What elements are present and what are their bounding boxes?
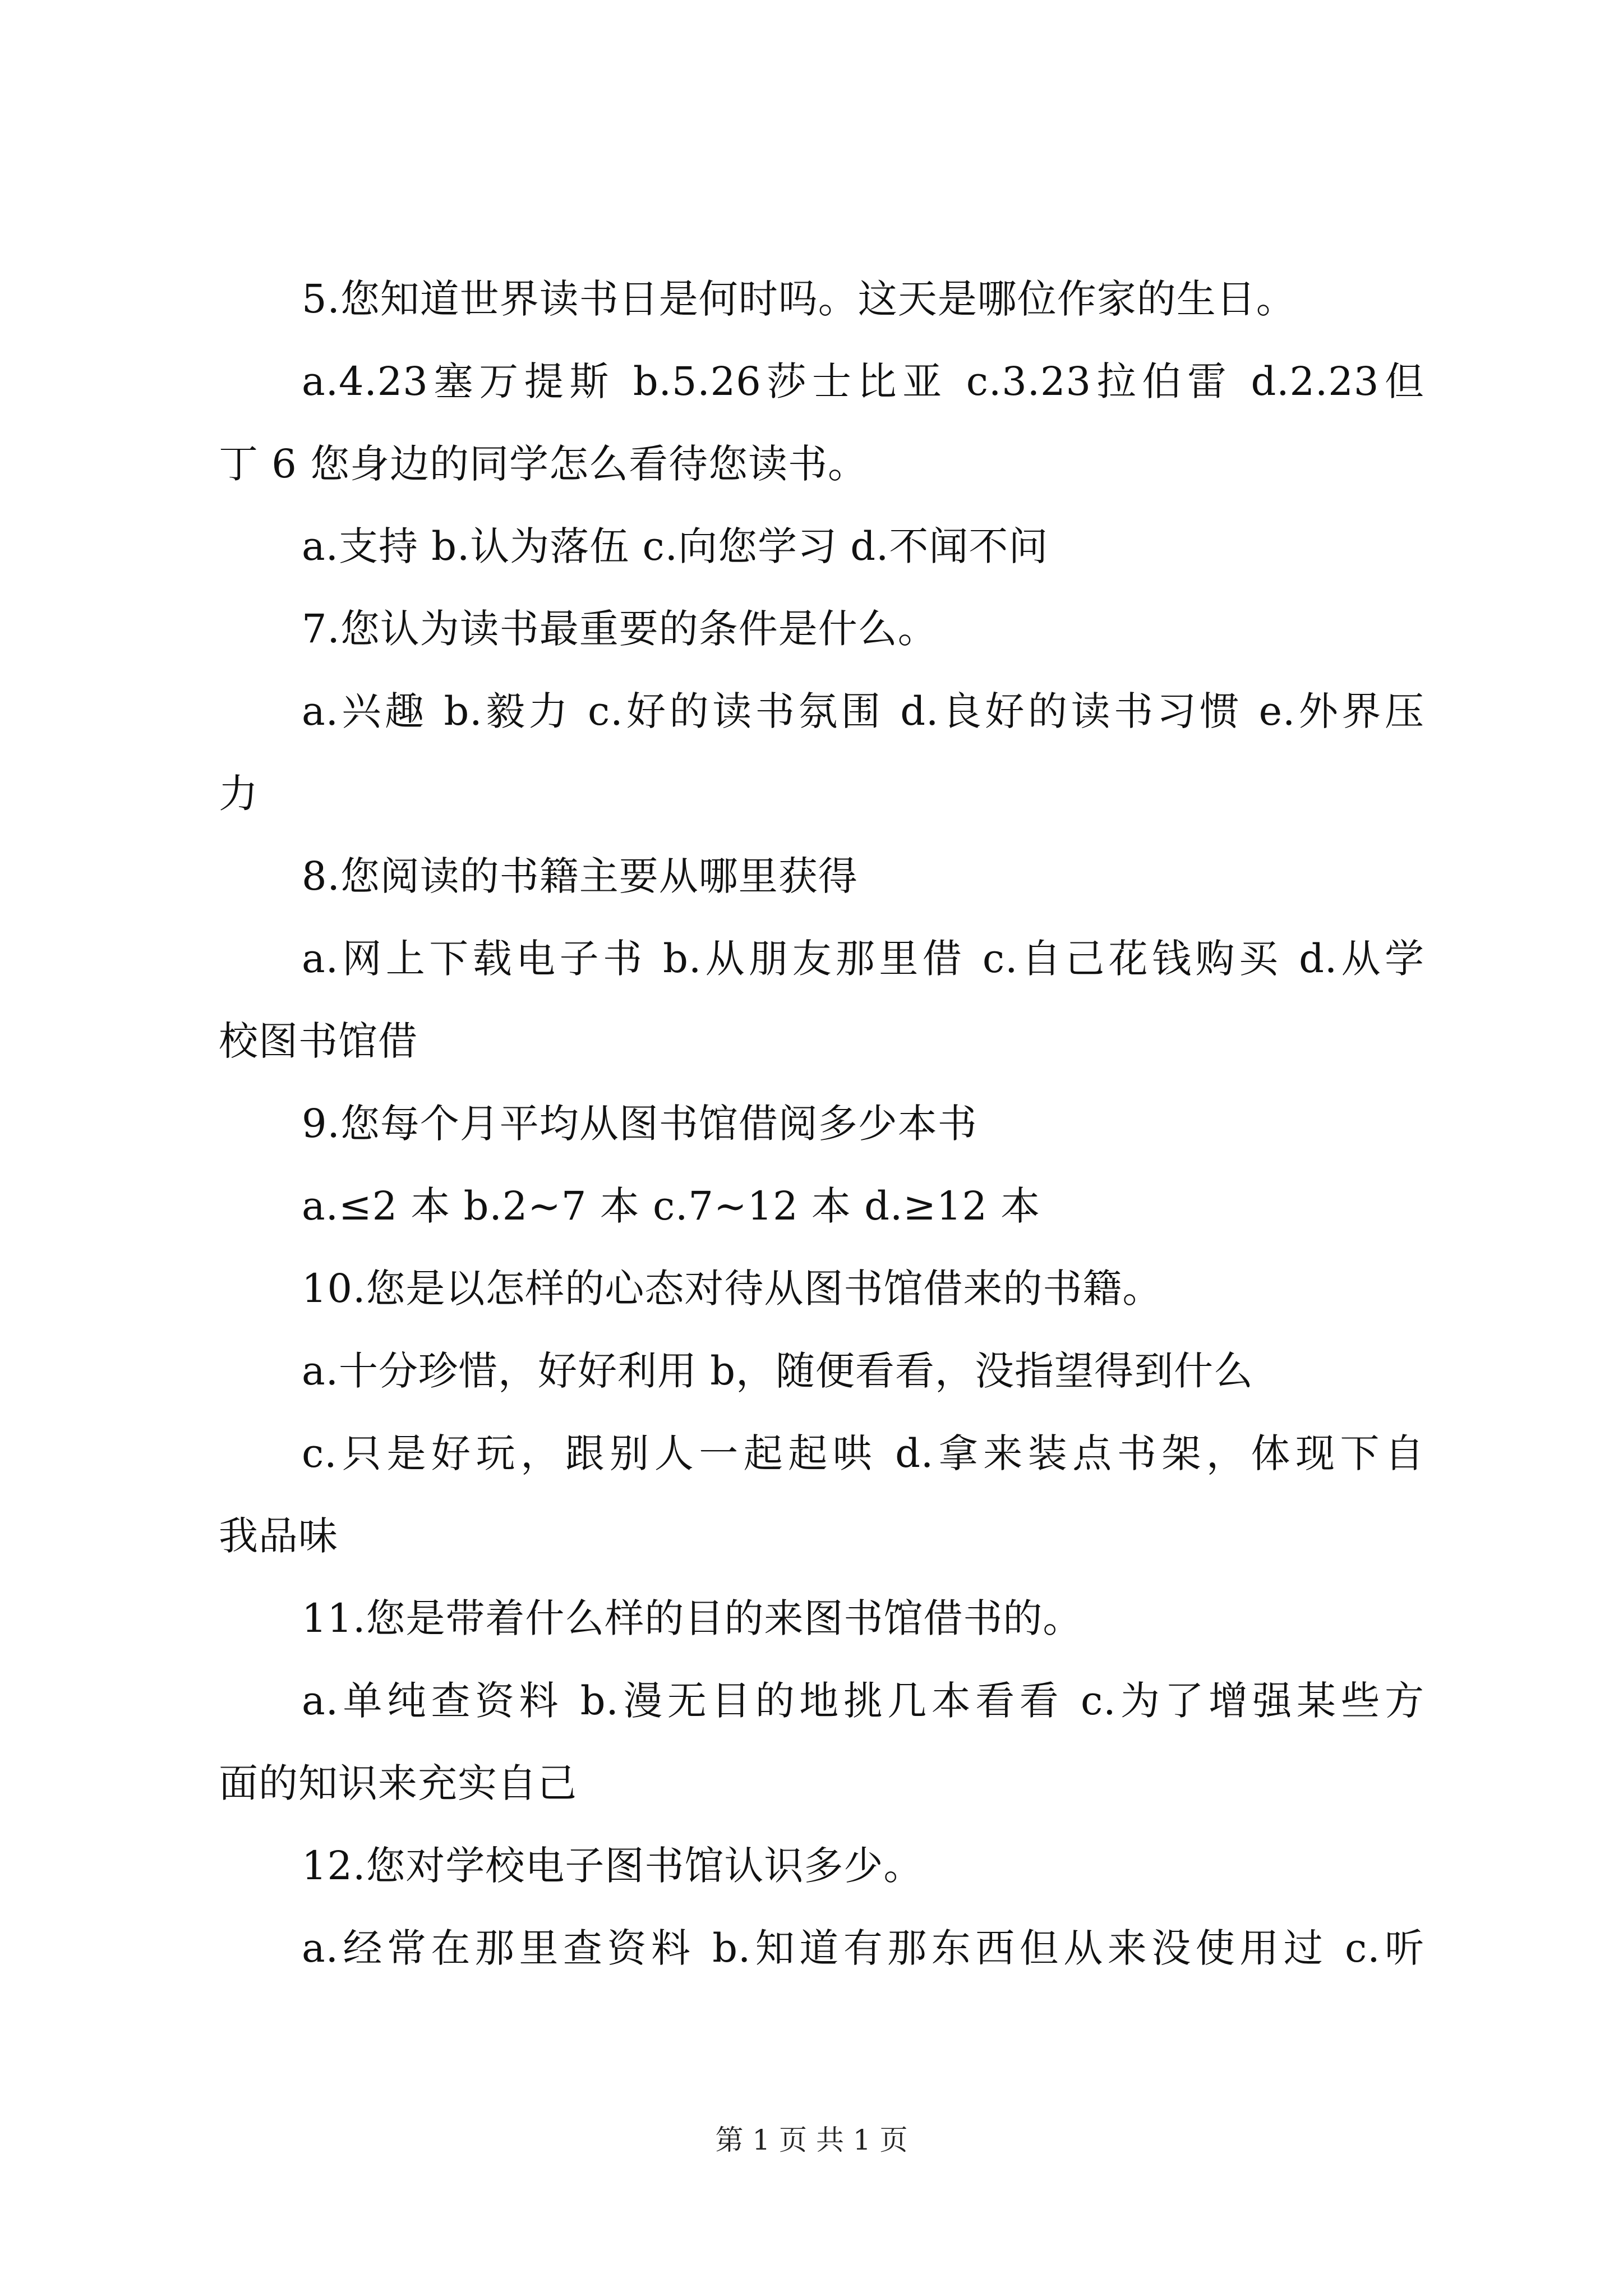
document-line: a.≤2 本 b.2~7 本 c.7~12 本 d.≥12 本 — [302, 1183, 1041, 1229]
document-line: 10.您是以怎样的心态对待从图书馆借来的书籍。 — [302, 1266, 1163, 1312]
document-line: 面的知识来充实自己 — [219, 1760, 577, 1806]
document-line: a.4.23塞万提斯 b.5.26莎士比亚 c.3.23拉伯雷 d.2.23但 — [302, 358, 1424, 404]
document-line: a.支持 b.认为落伍 c.向您学习 d.不闻不问 — [302, 523, 1049, 569]
document-line: 12.您对学校电子图书馆认识多少。 — [302, 1843, 924, 1889]
document-line: 7.您认为读书最重要的条件是什么。 — [302, 606, 938, 652]
document-line: a.网上下载电子书 b.从朋友那里借 c.自己花钱购买 d.从学 — [302, 936, 1424, 982]
document-line: 9.您每个月平均从图书馆借阅多少本书 — [302, 1101, 978, 1147]
document-line: 5.您知道世界读书日是何时吗。这天是哪位作家的生日。 — [302, 276, 1296, 322]
document-line: 丁 6 您身边的同学怎么看待您读书。 — [219, 441, 868, 487]
document-line: a.兴趣 b.毅力 c.好的读书氛围 d.良好的读书习惯 e.外界压 — [302, 688, 1424, 734]
document-line: 8.您阅读的书籍主要从哪里获得 — [302, 853, 858, 899]
document-line: 校图书馆借 — [219, 1018, 418, 1064]
page-footer: 第 1 页 共 1 页 — [715, 2124, 908, 2156]
document-line: a.经常在那里查资料 b.知道有那东西但从来没使用过 c.听 — [302, 1925, 1424, 1971]
document-line: 我品味 — [219, 1513, 338, 1559]
document-line: a.单纯查资料 b.漫无目的地挑几本看看 c.为了增强某些方 — [302, 1678, 1424, 1724]
document-line: 11.您是带着什么样的目的来图书馆借书的。 — [302, 1595, 1083, 1641]
document-line: c.只是好玩，跟别人一起起哄 d.拿来装点书架，体现下自 — [302, 1430, 1424, 1476]
document-line: 力 — [219, 771, 259, 817]
document-line: a.十分珍惜，好好利用 b，随便看看，没指望得到什么 — [302, 1348, 1254, 1394]
document-body — [219, 258, 1424, 1990]
